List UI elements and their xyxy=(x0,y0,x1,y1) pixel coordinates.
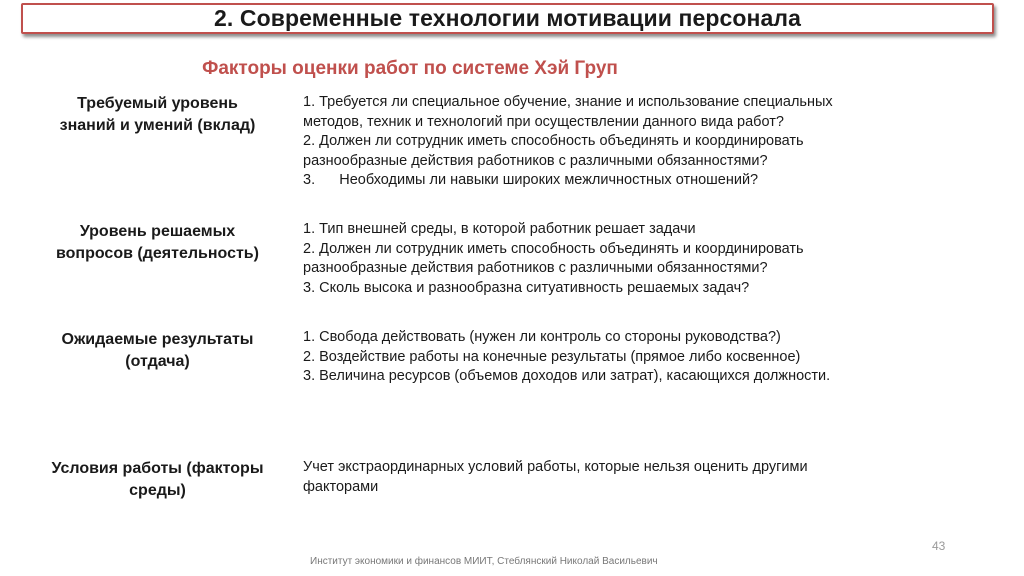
desc-line: Учет экстраординарных условий работы, которые нельзя оценить другими xyxy=(303,459,808,475)
desc-line: 3. Сколь высока и разнообразна ситуативность решаемых задач? xyxy=(303,279,750,296)
desc-problem-solving xyxy=(303,220,973,298)
slide-subtitle: Факторы оценки работ по системе Хэй Груп xyxy=(202,58,618,79)
factor-knowledge xyxy=(30,93,285,137)
factor-line: среды) xyxy=(129,482,186,499)
title-box xyxy=(21,3,994,34)
desc-line: 1. Свобода действовать (нужен ли контроль со стороны руководства?) xyxy=(303,329,781,345)
desc-accountability xyxy=(303,328,973,387)
desc-line: 3. Величина ресурсов (объемов доходов или затрат), касающихся должности. xyxy=(303,368,831,384)
desc-line: разнообразные действия работников с различными обязанностями? xyxy=(303,260,768,276)
desc-knowledge xyxy=(303,93,973,191)
factor-line: Ожидаемые результаты xyxy=(61,331,254,348)
slide-footer: Институт экономики и финансов МИИТ, Стеблянский Николай Васильевич xyxy=(310,556,658,567)
desc-line: 1. Требуется ли специальное обучение, знание и использование специальных xyxy=(303,94,833,110)
desc-line: 1. Тип внешней среды, в которой работник решает задачи xyxy=(303,221,696,237)
desc-line: 3. Необходимы ли навыки широких межличностных отношений? xyxy=(303,172,759,188)
factor-line: Уровень решаемых xyxy=(79,223,236,240)
desc-line: 2. Должен ли сотрудник иметь способность объединять и координировать xyxy=(303,133,804,149)
factor-line: Требуемый уровень xyxy=(77,95,238,112)
factor-line: (отдача) xyxy=(125,353,190,370)
desc-line: методов, техник и технологий при осуществлении данного вида работ? xyxy=(303,113,784,130)
slide-title: 2. Современные технологии мотивации персонала xyxy=(213,5,802,31)
desc-line: разнообразные действия работников с различными обязанностями? xyxy=(303,152,768,169)
desc-line: факторами xyxy=(303,478,379,495)
factor-working-conditions xyxy=(30,458,285,502)
desc-line: 2. Воздействие работы на конечные результаты (прямое либо косвенное) xyxy=(303,348,801,365)
factor-line: знаний и умений (вклад) xyxy=(59,117,256,134)
factor-problem-solving xyxy=(30,221,285,265)
factor-line: вопросов (деятельность) xyxy=(56,245,259,262)
page-number: 43 xyxy=(932,539,946,553)
factor-accountability xyxy=(30,329,285,373)
desc-working-conditions xyxy=(303,458,973,497)
factor-line: Условия работы (факторы xyxy=(51,460,264,477)
desc-line: 2. Должен ли сотрудник иметь способность объединять и координировать xyxy=(303,240,804,257)
